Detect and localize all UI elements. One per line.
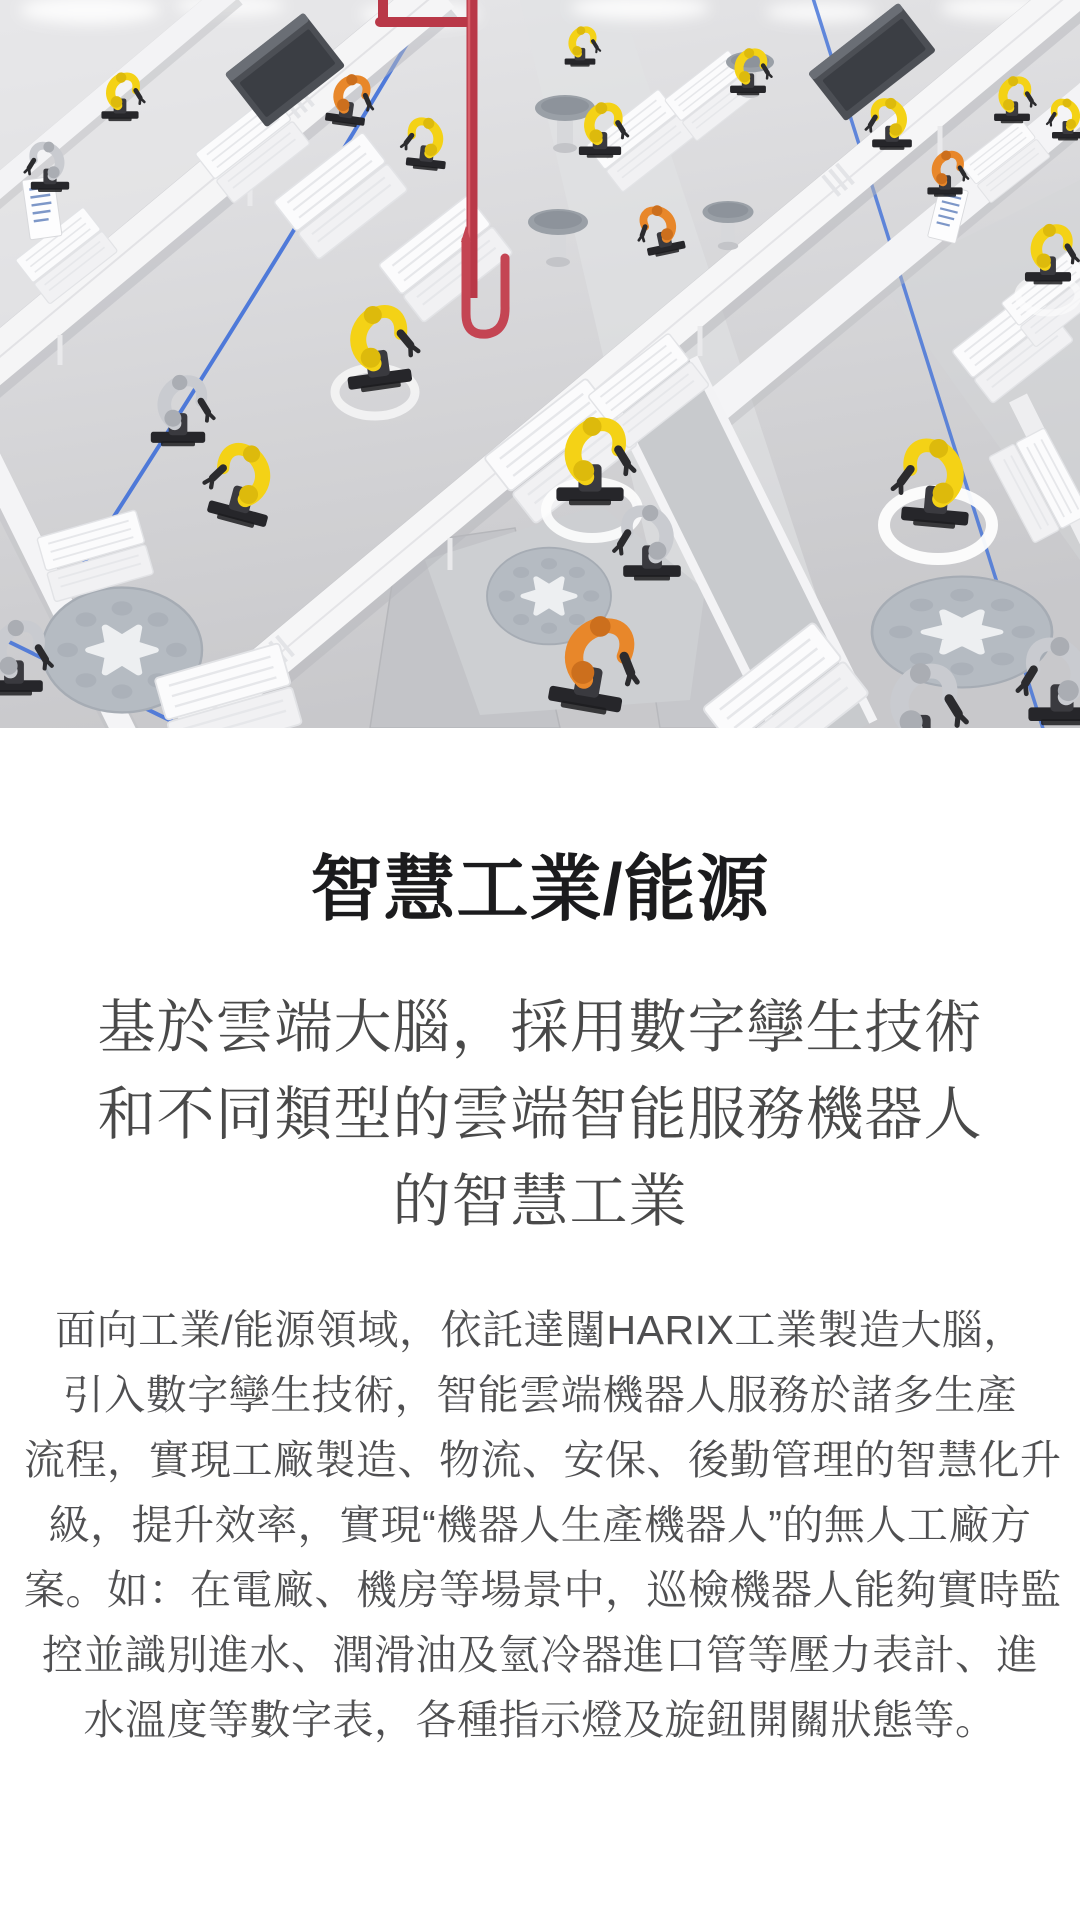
page-subtitle <box>24 984 1056 1245</box>
body-line: 流程，實現工廠製造、物流、安保、後勤管理的智慧化升 <box>24 1437 1062 1484</box>
body-paragraph <box>24 1298 1062 1753</box>
factory-hero-image <box>0 0 1080 728</box>
body-line: 案。如：在電廠、機房等場景中，巡檢機器人能夠實時監 <box>24 1567 1062 1614</box>
subtitle-line: 基於雲端大腦，採用數字孿生技術 <box>97 995 983 1061</box>
factory-scene-illustration <box>0 0 1080 728</box>
body-line: 面向工業/能源領域，依託達闥HARIX工業製造大腦， <box>55 1307 1025 1354</box>
page-title: 智慧工業/能源 <box>310 850 770 930</box>
body-line: 級，提升效率，實現“機器人生產機器人”的無人工廠方 <box>48 1502 1032 1549</box>
body-line: 引入數字孿生技術，智能雲端機器人服務於諸多生產 <box>62 1372 1018 1419</box>
body-line: 控並識別進水、潤滑油及氫冷器進口管等壓力表計、進 <box>42 1632 1038 1679</box>
body-line: 水溫度等數字表，各種指示燈及旋鈕開關狀態等。 <box>83 1697 997 1744</box>
text-section <box>0 844 1080 1753</box>
subtitle-line: 和不同類型的雲端智能服務機器人 <box>97 1082 983 1148</box>
subtitle-line: 的智慧工業 <box>392 1169 688 1235</box>
